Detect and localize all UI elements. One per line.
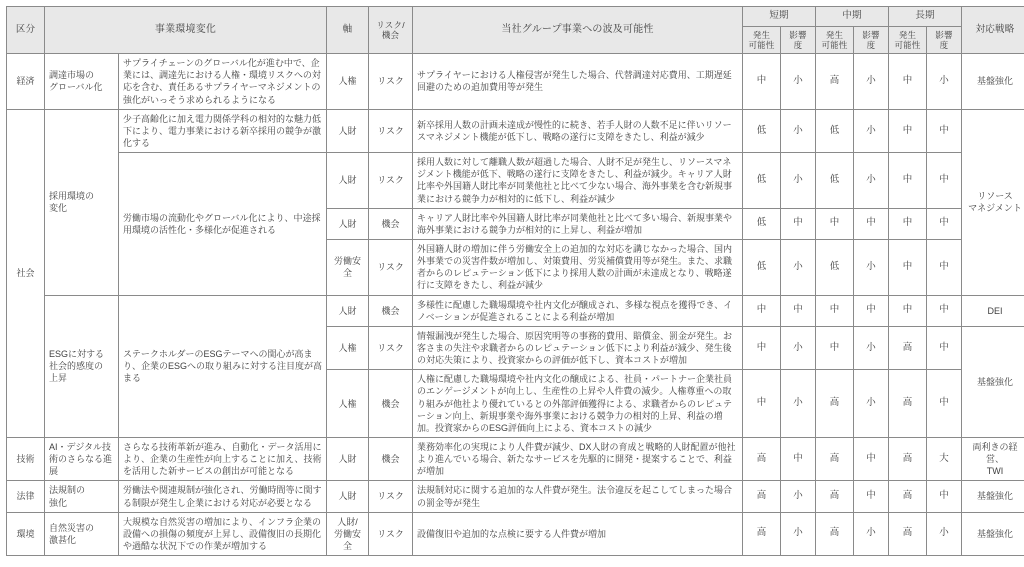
cell-axis: 人財 bbox=[327, 208, 369, 239]
cell-response-strategy: リソース マネジメント bbox=[962, 109, 1024, 295]
cell-long-magnitude: 中 bbox=[927, 208, 962, 239]
cell-kubun: 技術 bbox=[7, 437, 45, 480]
cell-short-magnitude: 小 bbox=[781, 326, 816, 369]
cell-axis: 人財/ 労働安全 bbox=[327, 512, 369, 555]
cell-response-strategy: 基盤強化 bbox=[962, 512, 1024, 555]
cell-medium-likelihood: 中 bbox=[816, 326, 854, 369]
cell-short-magnitude: 中 bbox=[781, 295, 816, 326]
cell-axis: 人権 bbox=[327, 54, 369, 110]
table-row bbox=[7, 481, 1024, 512]
table-row bbox=[7, 54, 1024, 110]
cell-medium-magnitude: 小 bbox=[854, 512, 889, 555]
table-row bbox=[7, 109, 1024, 152]
cell-long-magnitude: 小 bbox=[927, 54, 962, 110]
cell-group-business-impact: 新卒採用人数の計画未達成が慢性的に続き、若手人財の人数不足に伴いリソースマネジメント機能が低下し、戦略の遂行に支障をきたし、利益が減少 bbox=[413, 109, 743, 152]
cell-short-likelihood: 低 bbox=[743, 109, 781, 152]
cell-risk-opportunity: 機会 bbox=[369, 208, 413, 239]
cell-kubun: 経済 bbox=[7, 54, 45, 110]
cell-short-magnitude: 小 bbox=[781, 512, 816, 555]
cell-axis: 人財 bbox=[327, 295, 369, 326]
cell-group-business-impact: 業務効率化の実現により人件費が減少、DX人財の育成と戦略的人財配置が他社より進んでいる場合、新たなサービスを先駆的に開発・提案することで、利益が増加 bbox=[413, 437, 743, 480]
cell-theme: 自然災害の 激甚化 bbox=[45, 512, 119, 555]
cell-axis: 人権 bbox=[327, 326, 369, 369]
cell-theme: 採用環境の 変化 bbox=[45, 109, 119, 295]
header-term-medium: 中期 bbox=[816, 7, 889, 27]
cell-long-likelihood: 高 bbox=[889, 437, 927, 480]
cell-medium-likelihood: 低 bbox=[816, 240, 854, 296]
table-row bbox=[7, 153, 1024, 209]
header-axis: 軸 bbox=[327, 7, 369, 54]
cell-risk-opportunity: リスク bbox=[369, 481, 413, 512]
header-risk-opportunity-line2: 機会 bbox=[381, 30, 400, 41]
header-medium-likelihood: 発生 可能性 bbox=[816, 26, 854, 53]
cell-long-magnitude: 中 bbox=[927, 153, 962, 209]
header-business-environment-change: 事業環境変化 bbox=[45, 7, 327, 54]
cell-business-environment-change: サプライチェーンのグローバル化が進む中で、企業には、調達先における人権・環境リスクへの対応を含む、責任あるサプライヤーマネジメントの強化がいっそう求められるようになる bbox=[119, 54, 327, 110]
cell-business-environment-change: ステークホルダーのESGテーマへの関心が高まり、企業のESGへの取り組みに対する注目度が高まる bbox=[119, 295, 327, 437]
cell-group-business-impact: 多様性に配慮した職場環境や社内文化が醸成され、多様な視点を獲得でき、イノベーションが促進されることによる利益が増加 bbox=[413, 295, 743, 326]
header-risk-opportunity bbox=[369, 7, 413, 54]
cell-long-likelihood: 高 bbox=[889, 370, 927, 438]
cell-theme: 調達市場の グローバル化 bbox=[45, 54, 119, 110]
cell-short-magnitude: 小 bbox=[781, 153, 816, 209]
cell-response-strategy: 基盤強化 bbox=[962, 326, 1024, 437]
cell-axis: 人財 bbox=[327, 109, 369, 152]
cell-long-likelihood: 高 bbox=[889, 481, 927, 512]
cell-axis: 人財 bbox=[327, 437, 369, 480]
cell-theme: AI・デジタル技術のさらなる進展 bbox=[45, 437, 119, 480]
cell-medium-likelihood: 高 bbox=[816, 437, 854, 480]
header-group-business-impact: 当社グループ事業への波及可能性 bbox=[413, 7, 743, 54]
cell-short-magnitude: 小 bbox=[781, 481, 816, 512]
cell-risk-opportunity: リスク bbox=[369, 153, 413, 209]
cell-group-business-impact: 外国籍人財の増加に伴う労働安全上の追加的な対応を講じなかった場合、国内外事業での災害件数が増加し、対策費用、労災補償費用等が発生。また、求職者からのレピュテーション低下により採用人数の計画が未達成となり、戦略遂行に支障をきたし、利益が減少 bbox=[413, 240, 743, 296]
cell-long-magnitude: 中 bbox=[927, 481, 962, 512]
cell-medium-likelihood: 中 bbox=[816, 295, 854, 326]
cell-short-magnitude: 中 bbox=[781, 437, 816, 480]
cell-short-magnitude: 中 bbox=[781, 208, 816, 239]
cell-medium-magnitude: 小 bbox=[854, 326, 889, 369]
cell-long-magnitude: 大 bbox=[927, 437, 962, 480]
header-risk-opportunity-line1: リスク/ bbox=[376, 19, 405, 30]
cell-axis: 人財 bbox=[327, 481, 369, 512]
cell-business-environment-change: 少子高齢化に加え電力関係学科の相対的な魅力低下により、電力事業における新卒採用の競争が激化する bbox=[119, 109, 327, 152]
cell-risk-opportunity: リスク bbox=[369, 512, 413, 555]
cell-risk-opportunity: リスク bbox=[369, 240, 413, 296]
cell-kubun: 環境 bbox=[7, 512, 45, 555]
header-row-top bbox=[7, 7, 1024, 27]
cell-short-likelihood: 低 bbox=[743, 153, 781, 209]
cell-medium-likelihood: 高 bbox=[816, 481, 854, 512]
cell-short-likelihood: 低 bbox=[743, 208, 781, 239]
cell-response-strategy: DEI bbox=[962, 295, 1024, 326]
header-short-magnitude: 影響度 bbox=[781, 26, 816, 53]
table-row bbox=[7, 437, 1024, 480]
cell-risk-opportunity: リスク bbox=[369, 326, 413, 369]
cell-long-likelihood: 高 bbox=[889, 326, 927, 369]
cell-risk-opportunity: 機会 bbox=[369, 370, 413, 438]
table-body bbox=[7, 54, 1024, 556]
table-row bbox=[7, 295, 1024, 326]
cell-response-strategy: 基盤強化 bbox=[962, 54, 1024, 110]
cell-business-environment-change: 労働法や関連規制が強化され、労働時間等に関する制限が発生し企業における対応が必要となる bbox=[119, 481, 327, 512]
cell-group-business-impact: 法規制対応に関する追加的な人件費が発生。法令違反を起こしてしまった場合の罰金等が発生 bbox=[413, 481, 743, 512]
cell-medium-likelihood: 高 bbox=[816, 370, 854, 438]
cell-business-environment-change: さらなる技術革新が進み、自動化・データ活用により、企業の生産性が向上することに加え、技術を活用した新サービスの創出が可能となる bbox=[119, 437, 327, 480]
header-kubun: 区分 bbox=[7, 7, 45, 54]
cell-kubun: 社会 bbox=[7, 109, 45, 437]
header-short-likelihood: 発生 可能性 bbox=[743, 26, 781, 53]
cell-long-likelihood: 中 bbox=[889, 109, 927, 152]
cell-short-likelihood: 中 bbox=[743, 295, 781, 326]
cell-risk-opportunity: 機会 bbox=[369, 295, 413, 326]
cell-long-magnitude: 中 bbox=[927, 109, 962, 152]
cell-medium-likelihood: 高 bbox=[816, 54, 854, 110]
cell-short-likelihood: 中 bbox=[743, 370, 781, 438]
cell-axis: 人権 bbox=[327, 370, 369, 438]
header-term-long: 長期 bbox=[889, 7, 962, 27]
cell-medium-magnitude: 中 bbox=[854, 437, 889, 480]
cell-risk-opportunity: リスク bbox=[369, 54, 413, 110]
cell-long-likelihood: 中 bbox=[889, 295, 927, 326]
cell-group-business-impact: 設備復旧や追加的な点検に要する人件費が増加 bbox=[413, 512, 743, 555]
cell-medium-likelihood: 低 bbox=[816, 109, 854, 152]
cell-short-magnitude: 小 bbox=[781, 54, 816, 110]
cell-group-business-impact: 情報漏洩が発生した場合、原因究明等の事務的費用、賠償金、罰金が発生。お客さまの失注や求職者からのレピュテーション低下により利益が減少、発生後の対応失策により、投資家からの評価が低下し、資本コストが増加 bbox=[413, 326, 743, 369]
cell-medium-likelihood: 高 bbox=[816, 512, 854, 555]
cell-short-magnitude: 小 bbox=[781, 109, 816, 152]
table-header bbox=[7, 7, 1024, 54]
cell-medium-magnitude: 小 bbox=[854, 109, 889, 152]
cell-risk-opportunity: リスク bbox=[369, 109, 413, 152]
cell-medium-magnitude: 中 bbox=[854, 481, 889, 512]
cell-medium-likelihood: 低 bbox=[816, 153, 854, 209]
cell-medium-likelihood: 中 bbox=[816, 208, 854, 239]
cell-long-magnitude: 中 bbox=[927, 326, 962, 369]
cell-short-magnitude: 小 bbox=[781, 370, 816, 438]
cell-medium-magnitude: 小 bbox=[854, 153, 889, 209]
cell-medium-magnitude: 小 bbox=[854, 240, 889, 296]
cell-long-magnitude: 中 bbox=[927, 370, 962, 438]
cell-long-likelihood: 高 bbox=[889, 512, 927, 555]
cell-axis: 人財 bbox=[327, 153, 369, 209]
cell-short-likelihood: 高 bbox=[743, 512, 781, 555]
risk-opportunity-matrix-table bbox=[6, 6, 1024, 556]
header-medium-magnitude: 影響度 bbox=[854, 26, 889, 53]
cell-response-strategy: 両利きの経営、 TWI bbox=[962, 437, 1024, 480]
cell-medium-magnitude: 中 bbox=[854, 208, 889, 239]
cell-business-environment-change: 労働市場の流動化やグローバル化により、中途採用環境の活性化・多様化が促進される bbox=[119, 153, 327, 295]
cell-risk-opportunity: 機会 bbox=[369, 437, 413, 480]
cell-kubun: 法律 bbox=[7, 481, 45, 512]
cell-short-likelihood: 低 bbox=[743, 240, 781, 296]
table-row bbox=[7, 512, 1024, 555]
header-term-short: 短期 bbox=[743, 7, 816, 27]
cell-group-business-impact: 採用人数に対して離職人数が超過した場合、人財不足が発生し、リソースマネジメント機能が低下、戦略の遂行に支障をきたし、利益が減少。キャリア人財比率や外国籍人財比率が同業他社と比べて少ない場合、海外事業を含む新規事業における競争力が相対的に低下し、利益が減少 bbox=[413, 153, 743, 209]
cell-long-magnitude: 小 bbox=[927, 512, 962, 555]
cell-short-likelihood: 中 bbox=[743, 54, 781, 110]
cell-medium-magnitude: 中 bbox=[854, 295, 889, 326]
header-long-likelihood: 発生 可能性 bbox=[889, 26, 927, 53]
cell-theme: 法規制の 強化 bbox=[45, 481, 119, 512]
cell-short-likelihood: 高 bbox=[743, 481, 781, 512]
cell-long-likelihood: 中 bbox=[889, 153, 927, 209]
cell-group-business-impact: キャリア人財比率や外国籍人財比率が同業他社と比べて多い場合、新規事業や海外事業における競争力が相対的に上昇し、利益が増加 bbox=[413, 208, 743, 239]
cell-business-environment-change: 大規模な自然災害の増加により、インフラ企業の設備への損傷の頻度が上昇し、設備復旧の長期化や過酷な状況下での作業が増加する bbox=[119, 512, 327, 555]
cell-short-likelihood: 高 bbox=[743, 437, 781, 480]
cell-group-business-impact: サプライヤーにおける人権侵害が発生した場合、代替調達対応費用、工期遅延回避のための追加費用等が発生 bbox=[413, 54, 743, 110]
cell-short-magnitude: 小 bbox=[781, 240, 816, 296]
cell-theme: ESGに対する 社会的感度の 上昇 bbox=[45, 295, 119, 437]
header-response-strategy: 対応戦略 bbox=[962, 7, 1024, 54]
cell-axis: 労働安全 bbox=[327, 240, 369, 296]
cell-long-magnitude: 中 bbox=[927, 240, 962, 296]
cell-long-magnitude: 中 bbox=[927, 295, 962, 326]
cell-long-likelihood: 中 bbox=[889, 240, 927, 296]
header-long-magnitude: 影響度 bbox=[927, 26, 962, 53]
cell-medium-magnitude: 小 bbox=[854, 370, 889, 438]
cell-long-likelihood: 中 bbox=[889, 54, 927, 110]
cell-medium-magnitude: 小 bbox=[854, 54, 889, 110]
cell-group-business-impact: 人権に配慮した職場環境や社内文化の醸成による、社員・パートナー企業社員のエンゲージメントが向上し、生産性の上昇や人件費の減少。人権尊重への取り組みが他社より優れているとの外部評価獲得による、求職者からのレピュテーション向上、新規事業や海外事業における競争力の相対的上昇、利益の増加。投資家からのESG評価向上による、資本コストの減少 bbox=[413, 370, 743, 438]
cell-response-strategy: 基盤強化 bbox=[962, 481, 1024, 512]
cell-long-likelihood: 中 bbox=[889, 208, 927, 239]
cell-short-likelihood: 中 bbox=[743, 326, 781, 369]
